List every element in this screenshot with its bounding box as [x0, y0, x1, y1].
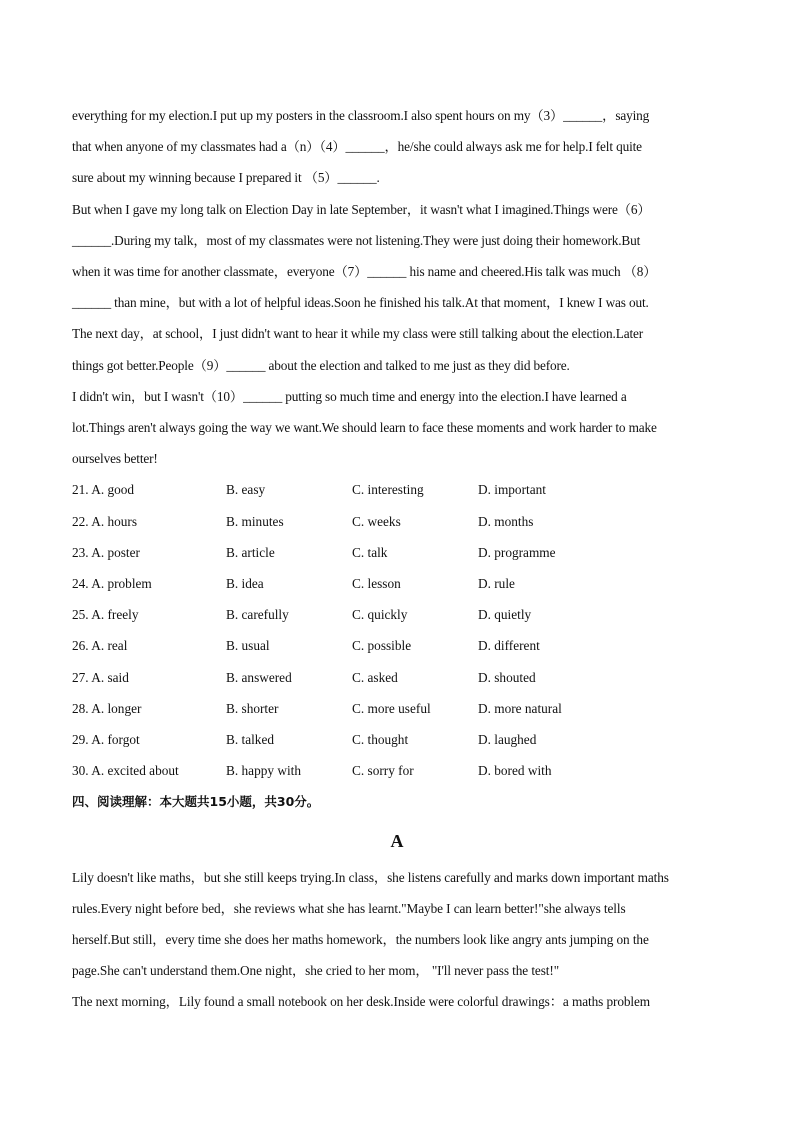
option-c: C. interesting	[352, 482, 424, 498]
passage-line: ______.During my talk，most of my classmates were not listening.They were just doing their homework.But	[72, 232, 641, 248]
option-d: D. different	[478, 638, 540, 654]
option-a: 29. A. forgot	[72, 731, 140, 747]
option-c: C. sorry for	[352, 763, 414, 779]
option-d: D. bored with	[478, 763, 552, 779]
option-c: C. thought	[352, 731, 409, 747]
option-c: C. asked	[352, 669, 398, 685]
option-b: B. minutes	[226, 513, 284, 529]
part-title: A	[390, 830, 404, 851]
option-c: C. quickly	[352, 607, 408, 623]
reading-passage	[72, 862, 722, 1018]
passage-line: But when I gave my long talk on Election Day in late September，it wasn't what I imagined.Things were（6）	[72, 201, 651, 217]
question-25-options	[72, 599, 722, 630]
option-c: C. possible	[352, 638, 412, 654]
option-b: B. article	[226, 544, 275, 560]
option-b: B. happy with	[226, 763, 301, 779]
option-d: D. important	[478, 482, 546, 498]
option-d: D. shouted	[478, 669, 536, 685]
question-27-options	[72, 662, 722, 693]
option-a: 26. A. real	[72, 638, 128, 654]
question-30-options	[72, 755, 722, 786]
option-a: 25. A. freely	[72, 607, 139, 623]
passage-line: ourselves better!	[72, 451, 158, 467]
question-23-options	[72, 537, 722, 568]
passage-line: everything for my election.I put up my posters in the classroom.I also spent hours on my（3）______，saying	[72, 108, 650, 123]
cloze-passage	[72, 100, 722, 474]
option-b: B. easy	[226, 482, 266, 498]
option-b: B. idea	[226, 576, 264, 591]
option-d: D. rule	[478, 576, 515, 591]
option-a: 27. A. said	[72, 669, 129, 685]
option-b: B. shorter	[226, 700, 279, 716]
option-d: D. laughed	[478, 731, 537, 747]
question-26-options	[72, 630, 722, 661]
passage-line: when it was time for another classmate，everyone（7）______ his name and cheered.His talk was much （8）	[72, 264, 657, 280]
option-b: B. answered	[226, 669, 292, 685]
option-d: D. programme	[478, 544, 556, 560]
passage-line: things got better.People（9）______ about the election and talked to me just as they did before.	[72, 357, 570, 373]
passage-line: I didn't win，but I wasn't（10）______ putting so much time and energy into the election.I have learned a	[72, 388, 627, 404]
question-21-options	[72, 474, 722, 505]
question-24-options	[72, 568, 722, 599]
passage-line: that when anyone of my classmates had a（n）（4）______，he/she could always ask me for help.I felt quite	[72, 139, 642, 155]
option-c: C. talk	[352, 544, 388, 560]
answer-options	[72, 474, 722, 786]
passage-line: sure about my winning because I prepared it （5）______.	[72, 170, 380, 186]
option-b: B. usual	[226, 638, 270, 654]
option-d: D. more natural	[478, 700, 562, 716]
option-a: 24. A. problem	[72, 576, 152, 591]
reading-line: herself.But still，every time she does her maths homework，the numbers look like angry ants jumping on the	[72, 931, 649, 947]
option-a: 21. A. good	[72, 482, 135, 498]
document-page	[72, 100, 722, 1018]
question-22-options	[72, 506, 722, 537]
passage-line: ______ than mine，but with a lot of helpful ideas.Soon he finished his talk.At that moment，I knew I was out.	[72, 295, 649, 311]
passage-line: The next day，at school，I just didn't want to hear it while my class were still talking about the election.Later	[72, 326, 644, 342]
reading-line: Lily doesn't like maths，but she still keeps trying.In class，she listens carefully and marks down important maths	[72, 869, 669, 885]
reading-line: The next morning，Lily found a small notebook on her desk.Inside were colorful drawings：a maths problem	[72, 994, 651, 1010]
passage-line: lot.Things aren't always going the way we want.We should learn to face these moments and work harder to make	[72, 420, 657, 436]
reading-line: page.She can't understand them.One night，she cried to her mom， "I'll never pass the test!"	[72, 963, 560, 979]
question-29-options	[72, 724, 722, 755]
option-a: 23. A. poster	[72, 544, 140, 560]
option-b: B. carefully	[226, 607, 289, 623]
option-d: D. months	[478, 513, 534, 529]
option-c: C. lesson	[352, 576, 401, 591]
option-b: B. talked	[226, 731, 275, 747]
option-d: D. quietly	[478, 607, 532, 623]
option-c: C. more useful	[352, 700, 431, 716]
option-a: 22. A. hours	[72, 513, 138, 529]
reading-line: rules.Every night before bed，she reviews what she has learnt."Maybe I can learn better!"she always tells	[72, 900, 626, 916]
question-28-options	[72, 693, 722, 724]
option-a: 30. A. excited about	[72, 763, 179, 779]
option-c: C. weeks	[352, 513, 401, 529]
section-heading: 四、阅读理解：本大题共15小题，共30分。	[72, 794, 320, 810]
option-a: 28. A. longer	[72, 700, 142, 716]
